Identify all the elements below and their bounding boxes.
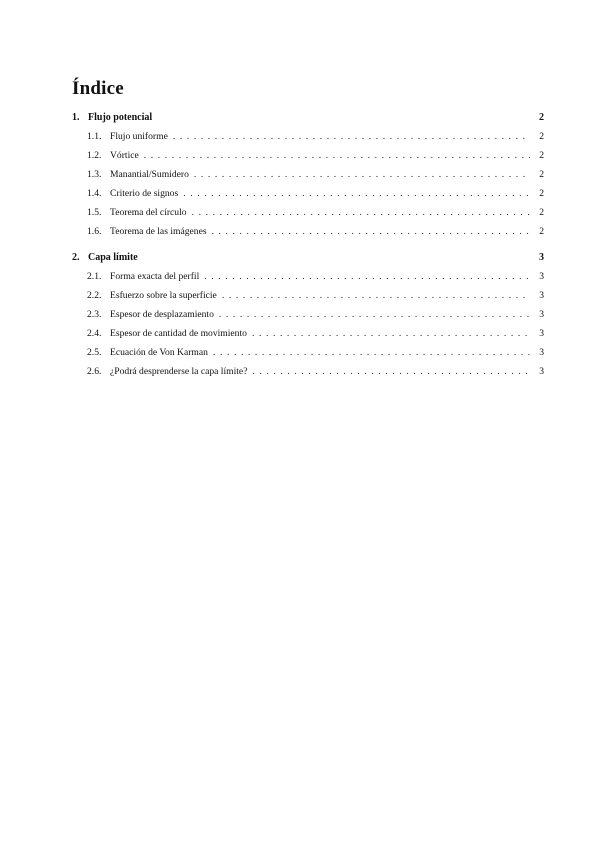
toc-entry[interactable] [72, 309, 544, 328]
toc-entry[interactable] [72, 150, 544, 169]
entry-title: Espesor de cantidad de movimiento [110, 328, 247, 339]
table-of-contents [72, 78, 544, 392]
entry-title: Manantial/Sumidero [110, 169, 189, 180]
entry-title: ¿Podrá desprenderse la capa límite? [110, 366, 248, 377]
dot-leader [222, 290, 530, 301]
entry-page: 3 [539, 290, 544, 301]
toc-entry[interactable] [72, 169, 544, 188]
entry-number: 1.6. [87, 226, 102, 237]
entry-title: Teorema del círculo [110, 207, 187, 218]
toc-entry[interactable] [72, 131, 544, 150]
dot-leader [204, 271, 530, 282]
entry-number: 1.3. [87, 169, 102, 180]
entry-number: 2.1. [87, 271, 102, 282]
toc-section [72, 112, 544, 245]
entry-page: 2 [539, 188, 544, 199]
entry-title: Esfuerzo sobre la superficie [110, 290, 217, 301]
entry-page: 3 [539, 366, 544, 377]
dot-leader [144, 150, 530, 161]
dot-leader [252, 366, 530, 377]
toc-entry[interactable] [72, 226, 544, 245]
section-title: Flujo potencial [88, 112, 153, 123]
entry-title: Criterio de signos [110, 188, 179, 199]
entry-page: 3 [539, 271, 544, 282]
section-number: 1. [72, 112, 80, 123]
entry-number: 1.4. [87, 188, 102, 199]
entry-title: Ecuación de Von Karman [110, 347, 208, 358]
section-page: 2 [539, 112, 544, 123]
dot-leader [173, 131, 530, 142]
dot-leader [212, 226, 530, 237]
entry-number: 2.5. [87, 347, 102, 358]
entry-number: 2.3. [87, 309, 102, 320]
toc-entry[interactable] [72, 271, 544, 290]
dot-leader [183, 188, 530, 199]
toc-entry[interactable] [72, 328, 544, 347]
entry-number: 2.4. [87, 328, 102, 339]
toc-entry[interactable] [72, 366, 544, 385]
toc-section-heading[interactable] [72, 112, 544, 131]
entry-number: 1.2. [87, 150, 102, 161]
entry-title: Flujo uniforme [110, 131, 168, 142]
entry-page: 2 [539, 169, 544, 180]
toc-entry[interactable] [72, 207, 544, 226]
entry-title: Teorema de las imágenes [110, 226, 207, 237]
section-title: Capa límite [88, 252, 138, 263]
dot-leader [192, 207, 530, 218]
toc-entry[interactable] [72, 290, 544, 309]
dot-leader [213, 347, 530, 358]
toc-entry[interactable] [72, 347, 544, 366]
section-number: 2. [72, 252, 80, 263]
dot-leader [252, 328, 530, 339]
entry-number: 2.6. [87, 366, 102, 377]
toc-section-heading[interactable] [72, 252, 544, 271]
entry-number: 2.2. [87, 290, 102, 301]
section-page: 3 [539, 252, 544, 263]
entry-number: 1.5. [87, 207, 102, 218]
entry-number: 1.1. [87, 131, 102, 142]
entry-page: 2 [539, 131, 544, 142]
dot-leader [219, 309, 530, 320]
entry-title: Forma exacta del perfil [110, 271, 200, 282]
entry-title: Espesor de desplazamiento [110, 309, 214, 320]
toc-title: Índice [72, 78, 124, 99]
toc-entry[interactable] [72, 188, 544, 207]
entry-page: 3 [539, 309, 544, 320]
entry-page: 2 [539, 207, 544, 218]
toc-section [72, 252, 544, 385]
entry-page: 3 [539, 347, 544, 358]
entry-page: 3 [539, 328, 544, 339]
entry-title: Vórtice [110, 150, 139, 161]
dot-leader [194, 169, 530, 180]
entry-page: 2 [539, 150, 544, 161]
entry-page: 2 [539, 226, 544, 237]
